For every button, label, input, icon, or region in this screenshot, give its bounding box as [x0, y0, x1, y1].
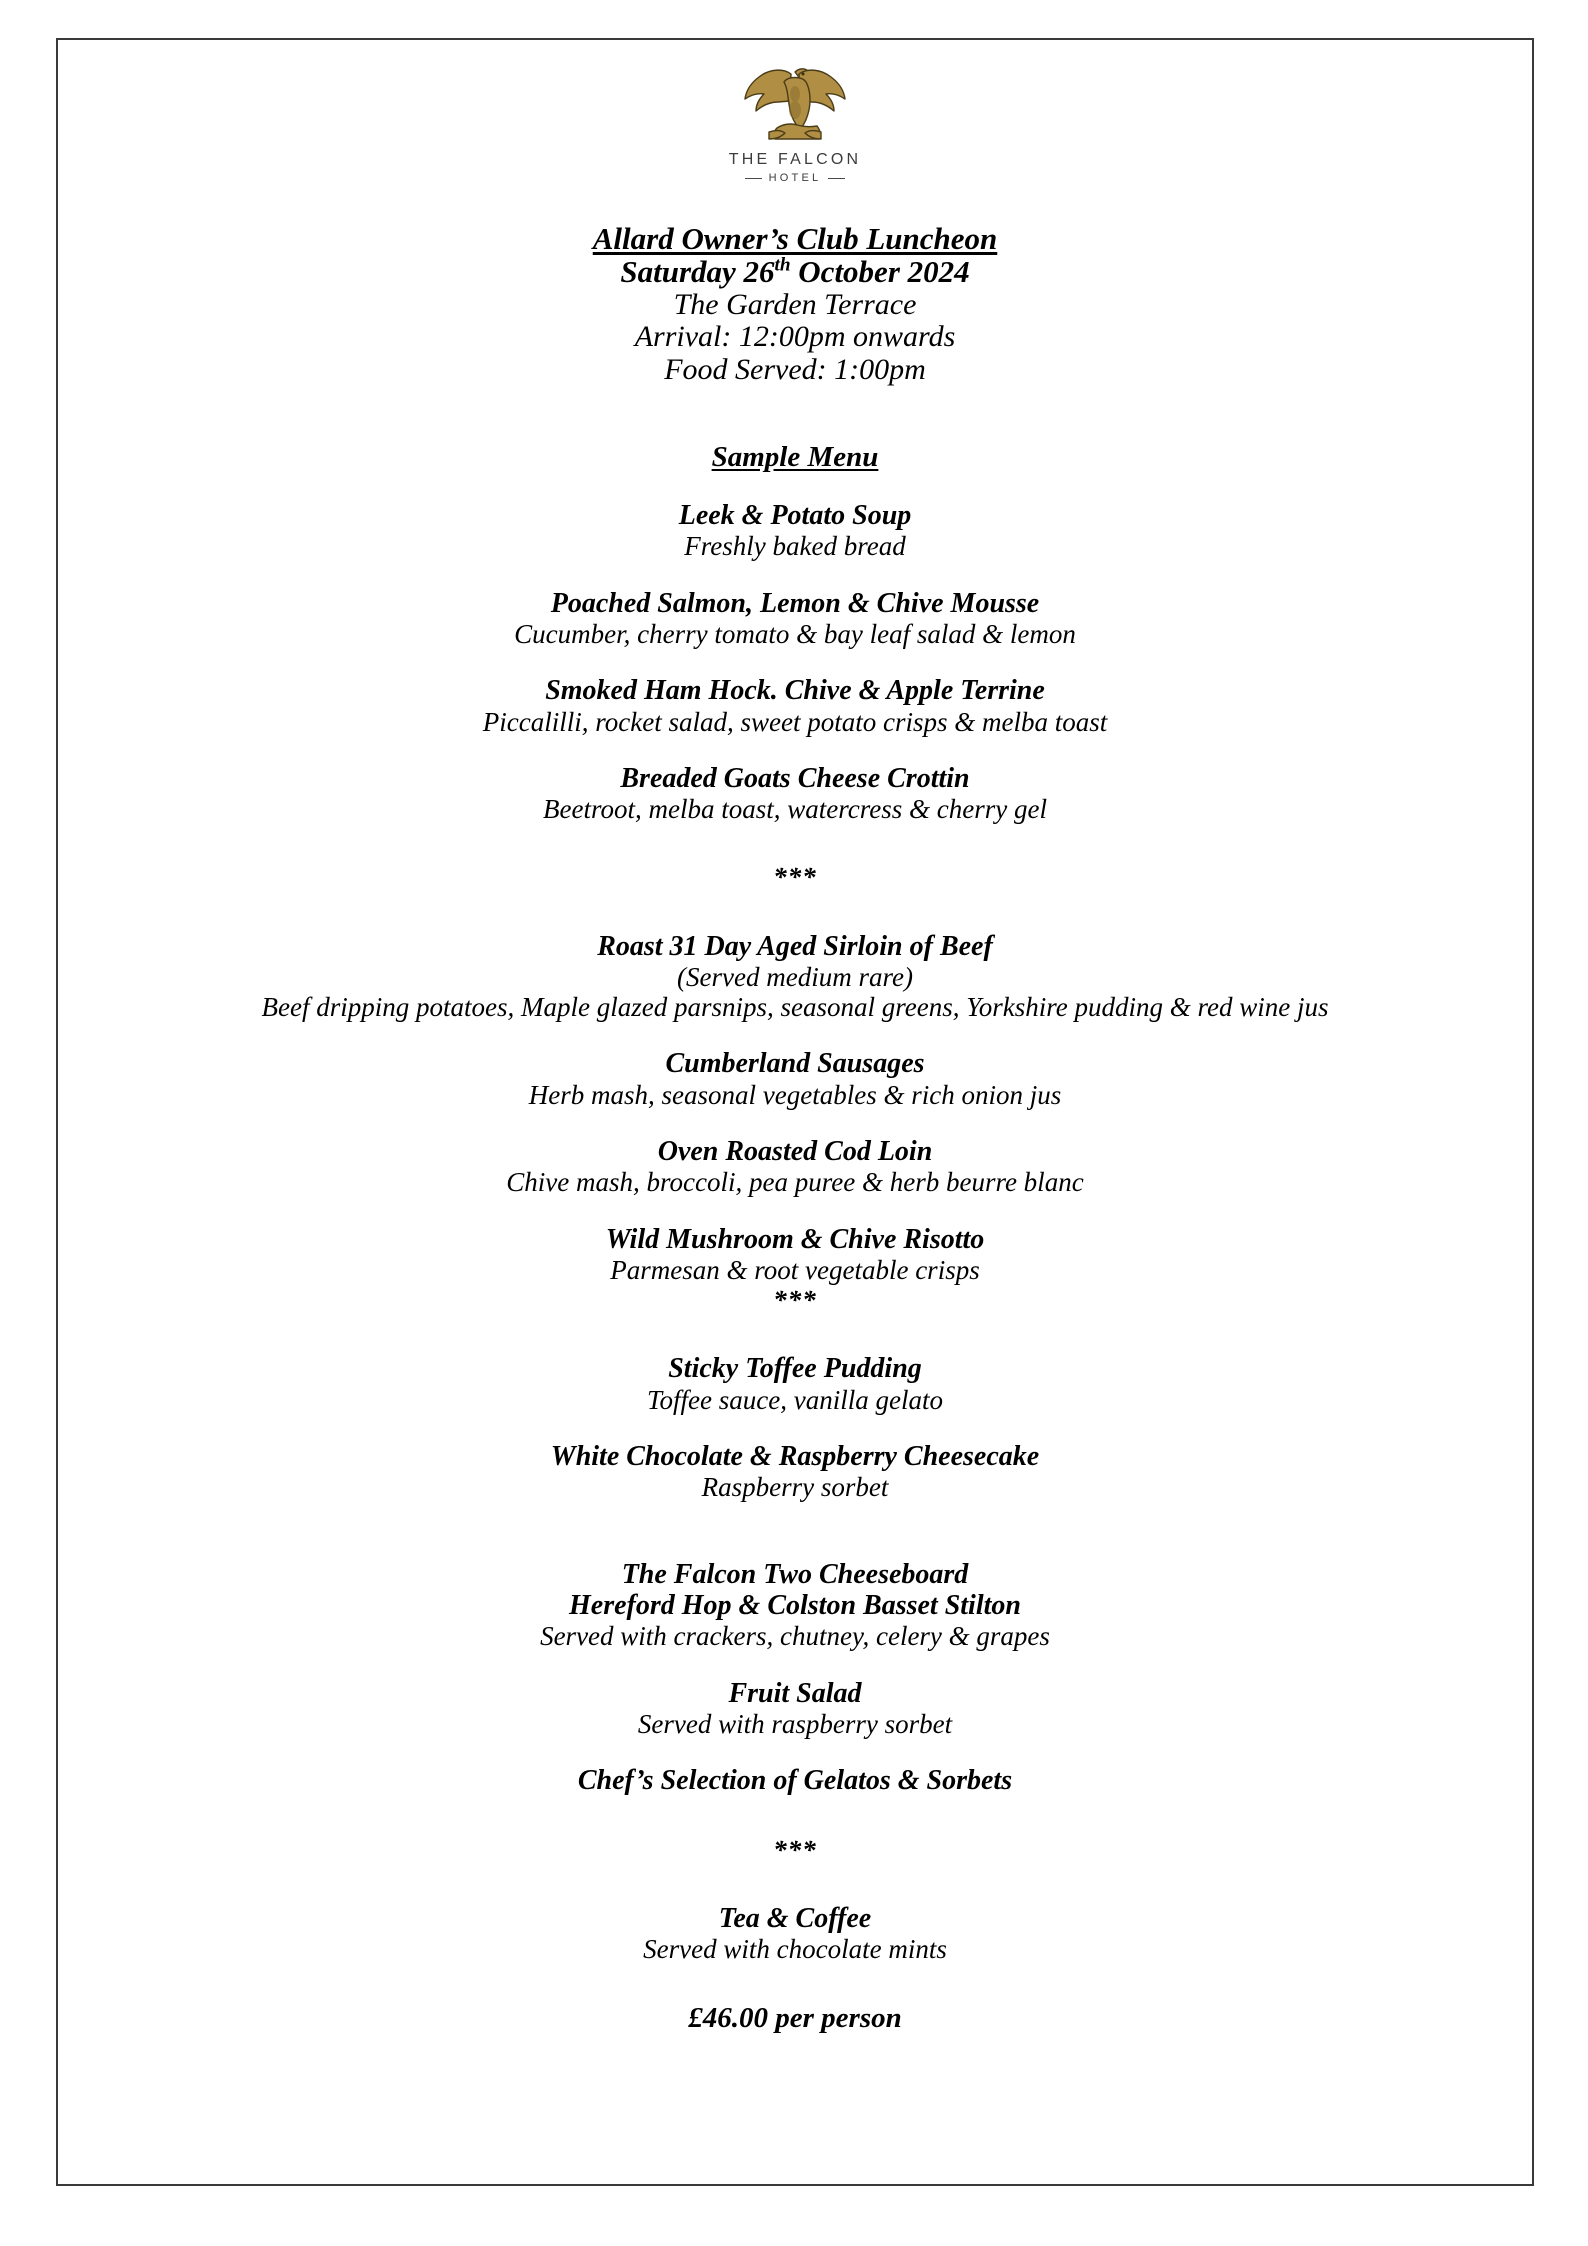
starter-item: [58, 763, 1532, 825]
logo-hotel-text: HOTEL: [768, 172, 822, 184]
price-per-person: £46.00 per person: [688, 2002, 902, 2035]
dish-name: Roast 31 Day Aged Sirloin of Beef: [597, 930, 993, 962]
dish-description: Herb mash, seasonal vegetables & rich onion jus: [528, 1079, 1062, 1110]
main-item: [58, 931, 1532, 1023]
dish-description: Beetroot, melba toast, watercress & cherry gel: [543, 794, 1047, 825]
dish-name: Wild Mushroom & Chive Risotto: [605, 1223, 985, 1255]
event-date-ordinal: th: [774, 255, 791, 277]
dish-name: Oven Roasted Cod Loin: [657, 1136, 933, 1168]
dish-description: Beef dripping potatoes, Maple glazed parsnips, seasonal greens, Yorkshire pudding & red wine jus: [261, 992, 1329, 1023]
dish-description: Raspberry sorbet: [701, 1472, 889, 1503]
main-item: [58, 1136, 1532, 1198]
event-date-prefix: Saturday 26: [620, 254, 775, 290]
dish-name-secondary: Hereford Hop & Colston Basset Stilton: [569, 1590, 1021, 1621]
menu-content: [58, 40, 1532, 2035]
dish-name: White Chocolate & Raspberry Cheesecake: [550, 1441, 1040, 1473]
logo-rule-left: [745, 178, 762, 179]
dish-note: (Served medium rare): [677, 961, 913, 992]
falcon-eagle-crest-icon: [739, 62, 851, 148]
logo-subtitle-group: [745, 173, 846, 184]
event-food-time: Food Served: 1:00pm: [664, 352, 926, 386]
starter-item: [58, 675, 1532, 737]
dish-description: Chive mash, broccoli, pea puree & herb beurre blanc: [506, 1167, 1084, 1198]
falcon-eye-icon: [802, 73, 805, 76]
dish-description: Served with chocolate mints: [643, 1934, 947, 1965]
dish-name: Chef’s Selection of Gelatos & Sorbets: [577, 1765, 1013, 1797]
dessert-item: [58, 1765, 1532, 1796]
course-divider: ***: [773, 1834, 817, 1865]
dish-name: Leek & Potato Soup: [678, 500, 912, 531]
dish-description: Cucumber, cherry tomato & bay leaf salad & lemon: [514, 618, 1076, 649]
dessert-item: [58, 1353, 1532, 1415]
dish-name: Sticky Toffee Pudding: [668, 1353, 922, 1385]
dish-name: Tea & Coffee: [718, 1902, 872, 1934]
dessert-item-cheeseboard: [58, 1559, 1532, 1652]
dish-name: The Falcon Two Cheeseboard: [621, 1558, 969, 1590]
event-arrival-time: Arrival: 12:00pm onwards: [634, 320, 956, 354]
dish-description: Toffee sauce, vanilla gelato: [647, 1384, 943, 1415]
main-item: [58, 1224, 1532, 1286]
falcon-hotel-logo: [58, 62, 1532, 184]
event-venue: The Garden Terrace: [673, 287, 917, 321]
course-divider: ***: [773, 862, 817, 893]
event-title: Allard Owner’s Club Luncheon: [592, 221, 998, 256]
event-date-suffix: October 2024: [790, 254, 970, 290]
dish-name: Breaded Goats Cheese Crottin: [620, 762, 970, 794]
dish-name: Cumberland Sausages: [665, 1048, 925, 1080]
dish-name: Poached Salmon, Lemon & Chive Mousse: [550, 587, 1040, 619]
dish-description: Served with crackers, chutney, celery & grapes: [540, 1621, 1050, 1652]
starter-item: [58, 588, 1532, 650]
sample-menu-heading: Sample Menu: [711, 441, 879, 474]
dish-description: Freshly baked bread: [684, 531, 906, 562]
beverage-item: [58, 1903, 1532, 1965]
dessert-item: [58, 1678, 1532, 1740]
dish-description: Served with raspberry sorbet: [637, 1708, 953, 1739]
dish-description: Parmesan & root vegetable crisps: [610, 1254, 980, 1285]
event-date: [58, 255, 1532, 288]
dessert-item: [58, 1441, 1532, 1503]
dish-name: Fruit Salad: [728, 1677, 862, 1709]
menu-page-frame: [56, 38, 1534, 2186]
starter-item: [58, 500, 1532, 562]
course-divider: ***: [773, 1285, 817, 1316]
dish-name: Smoked Ham Hock. Chive & Apple Terrine: [545, 675, 1045, 707]
main-item: [58, 1048, 1532, 1110]
logo-rule-right: [828, 178, 845, 179]
logo-wordmark: THE FALCON: [728, 151, 862, 168]
dish-description: Piccalilli, rocket salad, sweet potato crisps & melba toast: [482, 706, 1108, 737]
